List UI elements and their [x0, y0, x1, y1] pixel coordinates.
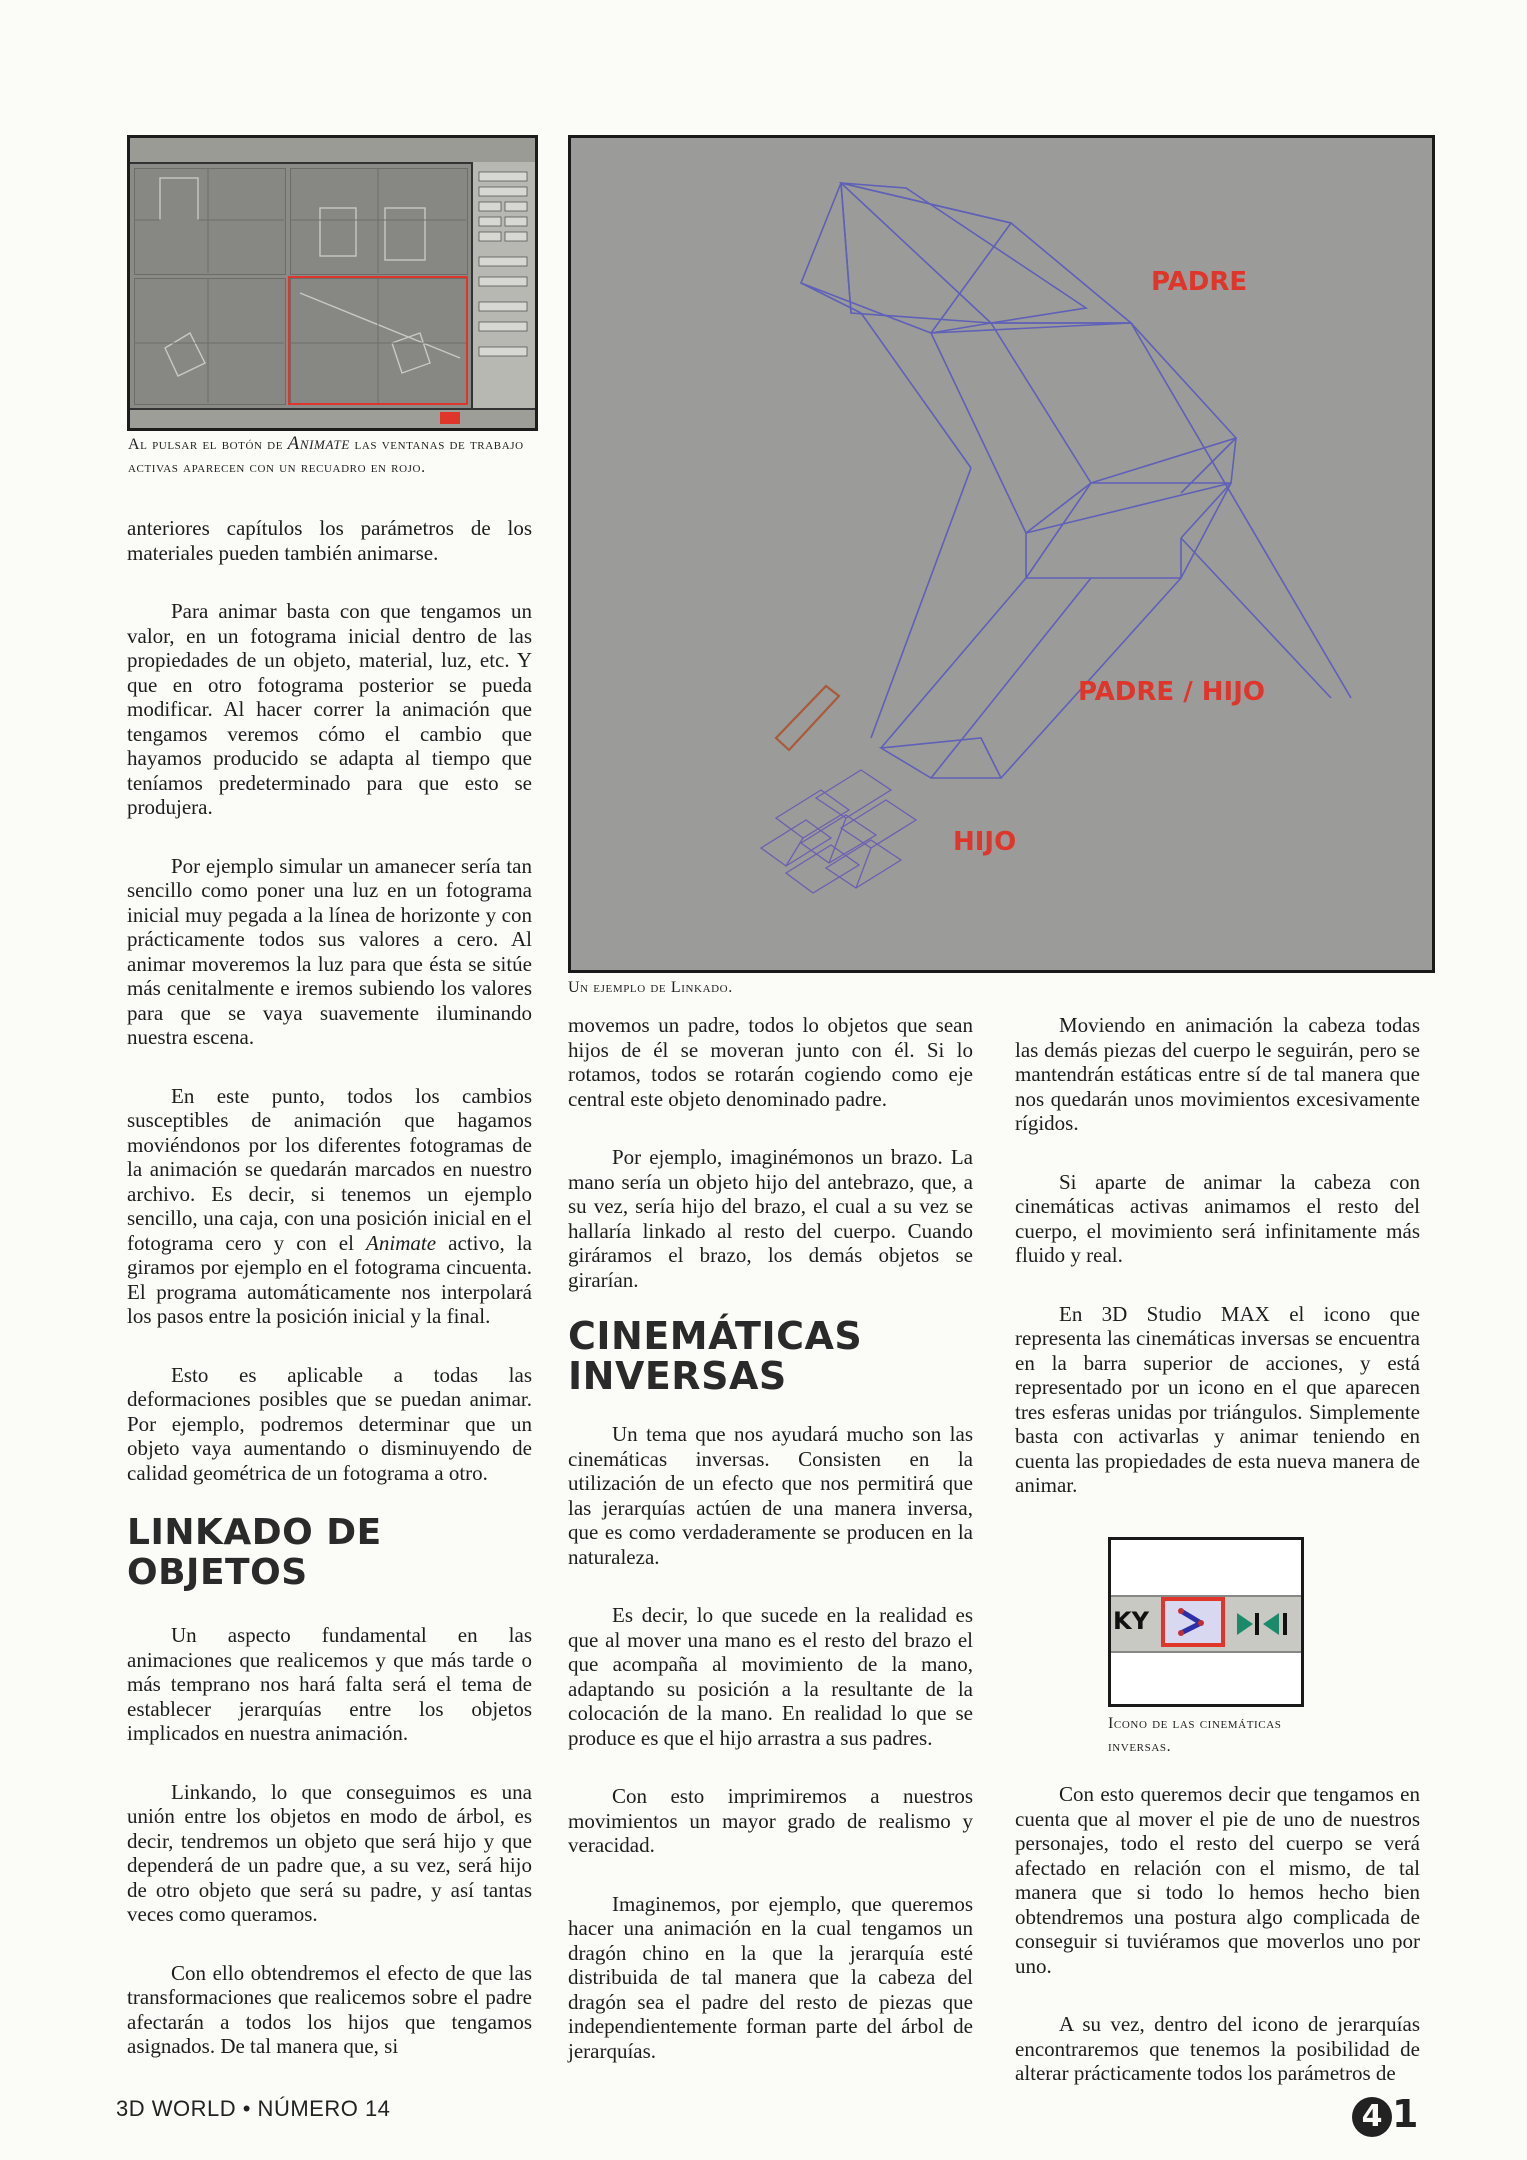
ik-icon-figure — [1108, 1537, 1304, 1707]
footer-magazine-issue: 3D WORLD • NÚMERO 14 — [116, 2096, 391, 2121]
column-2 — [568, 1013, 973, 2063]
heading-linkado-de-objetos: LINKADO DE OBJETOS — [127, 1512, 382, 1593]
col2-paragraph-5: Con esto imprimiremos a nuestros movimientos un mayor grado de realismo y veracidad. — [568, 1784, 973, 1857]
hand-child — [761, 770, 916, 893]
col3-paragraph-4: Con esto queremos decir que tengamos en cuenta que al mover el pie de uno de nuestros personajes, todo el resto del cuerpo se verá afectado en relación con el mismo, de tal manera que si todo lo hemos hecho bien obtendremos una postura algo complicada de conseguir si tuviéramos que moverlos uno por uno. — [1015, 1782, 1420, 1978]
col1-paragraph-2: Para animar basta con que tengamos un valor, en un fotograma inicial dentro de las propiedades de un objeto, material, luz, etc. Y que en otro fotograma posterior se pueda modificar. Al hacer correr la animación que tengamos veremos cómo el cambio que hayamos producido se adapta al tiempo que teníamos predeterminado para que esto se produjera. — [127, 599, 532, 819]
screenshot-caption: Al pulsar el botón de Animate las ventanas de trabajo activas aparecen con un recuadro en rojo. — [128, 433, 524, 476]
col1-paragraph-8: Con ello obtendremos el efecto de que las transformaciones que realicemos sobre el padre afectarán a todos los hijos que tengamos asignados. De tal manera que, si — [127, 1960, 532, 2058]
linkado-caption: Un ejemplo de Linkado. — [568, 979, 733, 996]
col2-paragraph-1: movemos un padre, todos lo objetos que sean hijos de él se moveran junto con él. Si lo rotamos, todos se rotarán cogiendo como eje central este objeto denominado padre. — [568, 1013, 973, 1111]
page-number-circled-digit: 4 — [1352, 2097, 1392, 2137]
col3-paragraph-1: Moviendo en animación la cabeza todas las demás piezas del cuerpo le seguirán, pero se mantendrán estáticas entre sí de tal manera que nos quedarán unos movimientos excesivamente rígidos. — [1015, 1013, 1420, 1135]
animate-button-red — [440, 412, 460, 424]
label-padre-hijo: PADRE / HIJO — [1078, 677, 1265, 707]
column-3-bottom — [1015, 1782, 1420, 2086]
key-mode-icon — [1235, 1607, 1295, 1641]
linkado-arm-wireframe — [571, 138, 1432, 970]
page-number — [1352, 2092, 1418, 2137]
upper-arm-parent — [801, 183, 1236, 533]
heading-cinematicas-inversas: CINEMÁTICAS INVERSAS — [568, 1314, 863, 1398]
ik-icon-highlight — [1161, 1597, 1225, 1647]
col2-paragraph-6: Imaginemos, por ejemplo, que queremos hacer una animación en la cual tengamos un dragón chino en la que la jerarquía esté distribuida de tal manera que la cabeza del dragón sea el padre del resto de piezas que independientemente forman parte del árbol de jerarquías. — [568, 1891, 973, 2063]
col1-paragraph-7: Linkando, lo que conseguimos es una unión entre los objetos en modo de árbol, es decir, tendremos un objeto que será hijo y que dependerá de un padre que, a su vez, será hijo de otro objeto que será su padre, y así tantas veces como queramos. — [127, 1779, 532, 1926]
status-bar — [130, 408, 535, 428]
col2-paragraph-4: Es decir, lo que sucede en la realidad es que al mover una mano es el resto del brazo el que acompaña al movimiento de la mano, adaptando su posición a la resultante de la colocación de la mano. En realidad lo que se produce es que el hijo arrastra a sus padres. — [568, 1603, 973, 1750]
forearm-parent-child — [871, 323, 1351, 778]
col1-paragraph-1: anteriores capítulos los parámetros de los materiales pueden también animarse. — [127, 516, 532, 565]
ik-icon — [1165, 1601, 1221, 1643]
screenshot-3dsmax-animate — [127, 135, 538, 431]
col1-paragraph-5: Esto es aplicable a todas las deformaciones posibles que se puedan animar. Por ejemplo, podremos determinar que un objeto vaya aumentando o disminuyendo de calidad geométrica de un fotograma a otro. — [127, 1362, 532, 1485]
col1-paragraph-3: Por ejemplo simular un amanecer sería tan sencillo como poner una luz en un fotograma inicial muy pegada a la línea de horizonte y con prácticamente todos sus valores a cero. Al animar moveremos la luz para que ésta se sitúe más cenitalmente e iremos subiendo los valores para que se vaya suavemente iluminando nuestra escena. — [127, 853, 532, 1049]
linkado-figure — [568, 135, 1435, 973]
command-panel — [471, 162, 535, 410]
col1-paragraph-6: Un aspecto fundamental en las animaciones que realicemos y que más tarde o más temprano nos hará falta será el tema de establecer jerarquías entre los objetos implicados en nuestra animación. — [127, 1623, 532, 1745]
thumb-segment — [776, 686, 839, 750]
ik-icon-caption: Icono de las cinemáticas inversas. — [1108, 1715, 1282, 1755]
column-1 — [127, 516, 532, 2059]
command-panel-buttons — [473, 162, 533, 402]
page-number-digit: 1 — [1392, 2092, 1419, 2136]
column-3 — [1015, 1013, 1420, 1532]
col3-paragraph-5: A su vez, dentro del icono de jerarquías encontraremos que tenemos la posibilidad de alterar prácticamente todos los parámetros de — [1015, 2012, 1420, 2085]
col1-paragraph-4: En este punto, todos los cambios susceptibles de animación que hagamos moviéndonos por los diferentes fotogramas de la animación se quedarán marcados en nuestro archivo. Es decir, si tenemos un ejemplo sencillo, una caja, con una posición inicial en el fotograma cero y con el Animate activo, la giramos por ejemplo en el fotograma cincuenta. El programa automáticamente nos interpolará los pasos entre la posición inicial y la final. — [127, 1083, 532, 1328]
label-padre: PADRE — [1151, 267, 1248, 297]
col2-paragraph-3: Un tema que nos ayudará mucho son las cinemáticas inversas. Consisten en la utilización de un efecto que nos permitirá que las jerarquías actúen de una manera inversa, que es como verdaderamente se producen en la naturaleza. — [568, 1422, 973, 1569]
toolbar-strip — [1111, 1595, 1301, 1653]
col2-paragraph-2: Por ejemplo, imaginémonos un brazo. La mano sería un objeto hijo del antebrazo, que, a su vez, sería hijo del brazo, el cual a su vez se hallaría linkado al resto del cuerpo. Cuando giráramos el brazo, los demás objetos se girarían. — [568, 1145, 973, 1292]
col3-paragraph-3: En 3D Studio MAX el icono que representa las cinemáticas inversas se encuentra en la barra superior de acciones, y está representado por un icono en el que aparecen tres esferas unidas por triángulos. Simplemente basta con activarlas y animar teniendo en cuenta las propiedades de esta nueva manera de animar. — [1015, 1301, 1420, 1497]
label-hijo: HIJO — [953, 827, 1017, 857]
toolbar-ky-glyph: KY — [1113, 1607, 1149, 1635]
col3-paragraph-2: Si aparte de animar la cabeza con cinemáticas activas animamos el resto del cuerpo, el movimiento será infinitamente más fluido y real. — [1015, 1169, 1420, 1267]
